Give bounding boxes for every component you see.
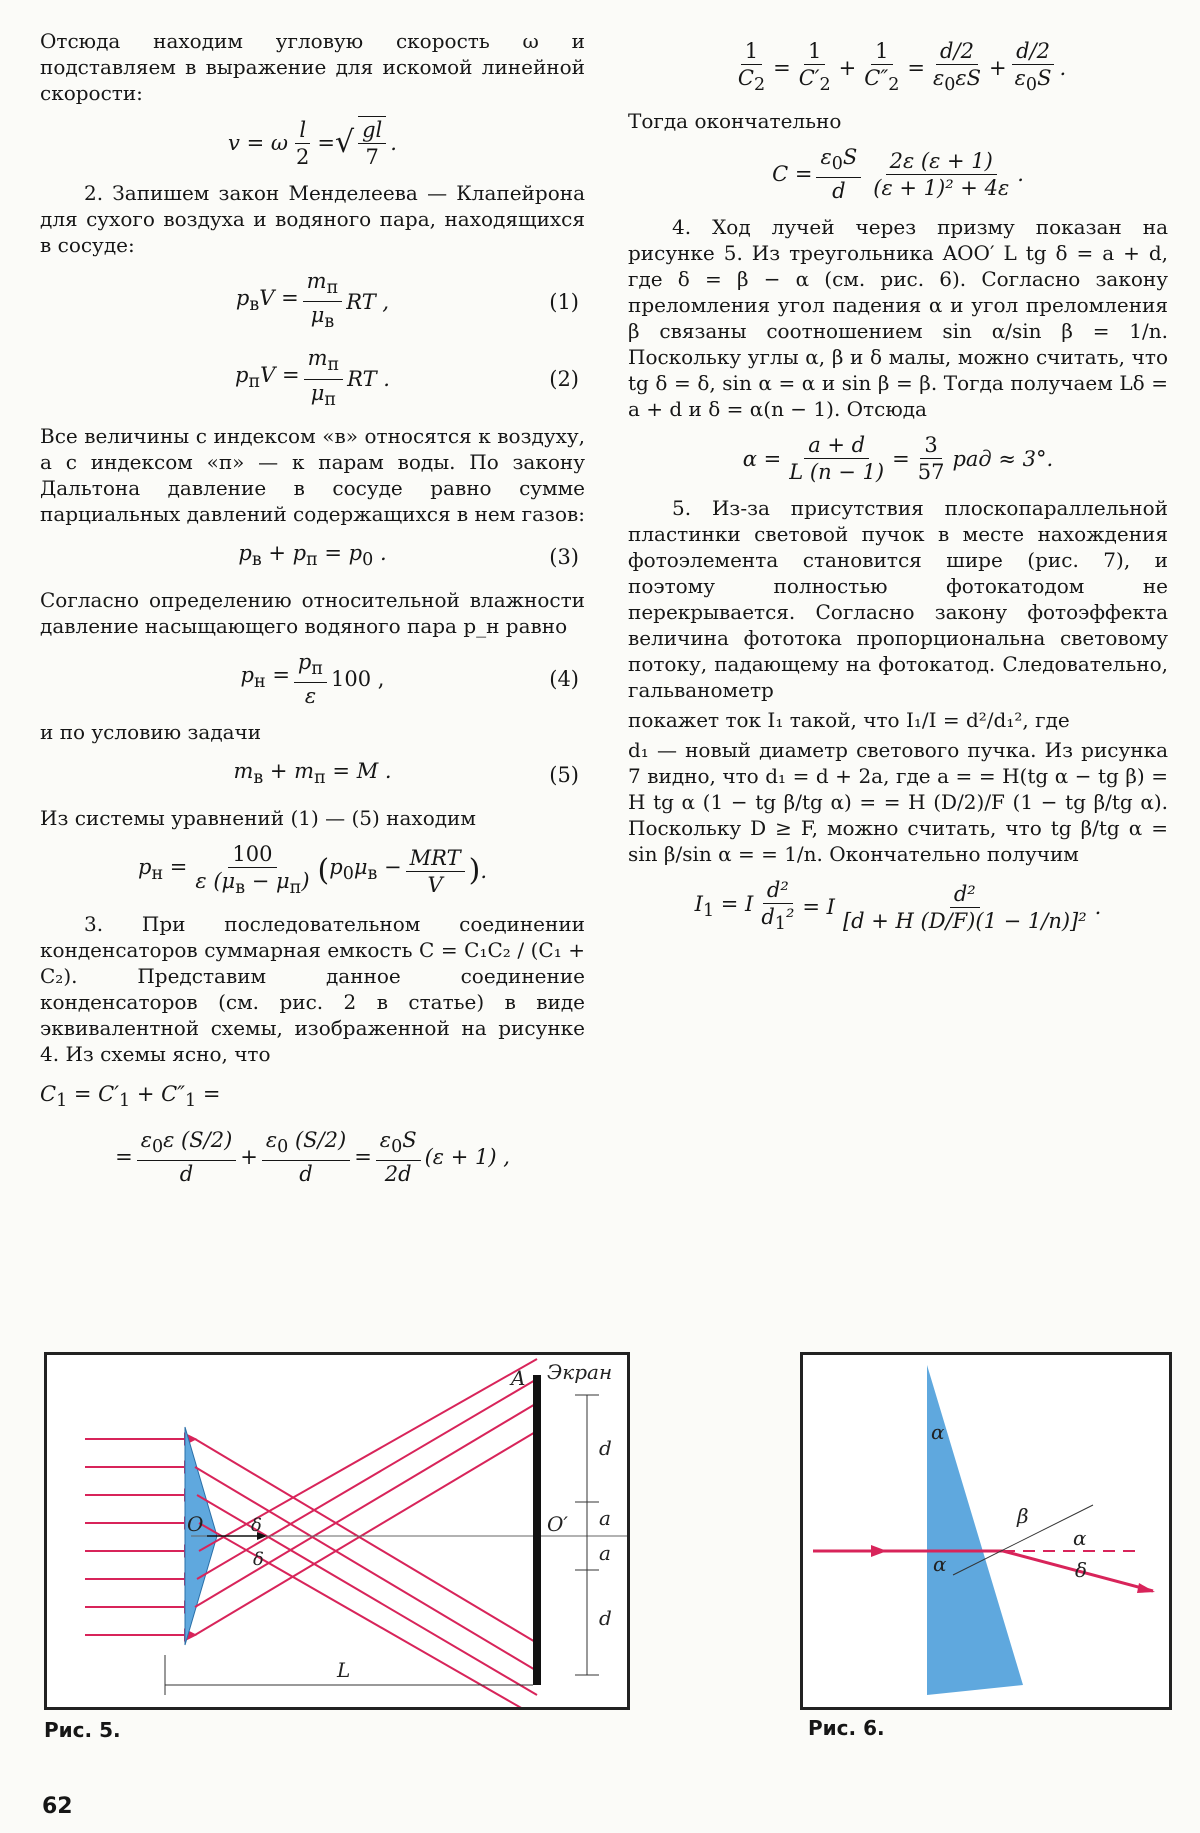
label-a-top: a: [599, 1506, 611, 1530]
equation-9: C = $\frac{\varepsilon_0S}{d}$ $\frac{2\varepsilon (\varepsilon + 1)}{\text{(ε + 1)² + 4ε}}$ .: [772, 145, 1024, 204]
label-delta-2: δ: [253, 1549, 264, 1570]
label-O-prime: O′: [547, 1512, 568, 1536]
figure-5-diagram: [47, 1355, 627, 1707]
figure-6-diagram: [803, 1355, 1169, 1707]
equation-6: $p_н$ = $\frac{100}{\varepsilon (\mu_в - \mu_п)}$ ( $p_0\mu_в$ − $\frac{\text{MRT}}{V}$ ) .: [137, 841, 487, 899]
equation-7b: = $\frac{\varepsilon_0\varepsilon (S/2)}{d}$ + $\frac{\varepsilon_0 (S/2)}{d}$ = $\frac{\varepsilon_0S}{2d}$ (ε + 1) ,: [115, 1128, 510, 1187]
equation-4-number: (4): [549, 666, 579, 691]
paragraph-task-5: 5. Из-за присутствия плоскопараллельной пластинки световой пучок в месте нахождения фотоэлемента становится шире (рис. 7), и поэтому полностью фотокатодом не перекрывается. Согласно закону фотоэффекта величина фототока пропорциональна световому потоку, падающему на фотокатод. Следовательно, гальванометр: [628, 496, 1168, 703]
figure-6-caption: Рис. 6.: [808, 1716, 885, 1740]
paragraph-condition: и по условию задачи: [40, 719, 262, 744]
paragraph-task-3: 3. При последовательном соединении конденсаторов суммарная емкость C = C₁C₂ / (C₁ + C₂). Представим данное соединение конденсаторов (см. рис. 2 в статье) в виде эквивалентной схемы, изображенной на рисунке 4. Из схемы ясно, что: [40, 912, 585, 1067]
label-beta: β: [1017, 1504, 1029, 1528]
equation-4: $p_н$ = $\frac{p_п}{\varepsilon}$ 100 , (4): [240, 649, 579, 708]
equation-5-number: (5): [549, 762, 579, 787]
incoming-rays: [85, 1434, 195, 1640]
wedge-plate: [927, 1365, 1023, 1695]
equation-2-number: (2): [549, 367, 579, 392]
equation-1: $p_вV$ = $\frac{m_п}{\mu_в}$ RT , (1): [235, 269, 579, 333]
left-column: [40, 28, 585, 1197]
equation-velocity: v = ω $\frac{l}{2}$ = √ $\frac{gl}{7}$ .: [228, 117, 397, 169]
figure-6: [800, 1352, 1172, 1710]
page-number: 62: [42, 1794, 73, 1819]
label-L: L: [337, 1658, 351, 1682]
label-delta: δ: [1075, 1558, 1088, 1582]
equation-3-number: (3): [549, 544, 579, 569]
paragraph-system: Из системы уравнений (1) — (5) находим: [40, 805, 476, 830]
label-A: A: [511, 1366, 526, 1390]
label-alpha-top: α: [931, 1420, 945, 1444]
equation-10: α = $\frac{a + d}{L (n - 1)}$ = $\frac{3}{57}$ рад ≈ 3°.: [742, 433, 1054, 485]
deflected-rays: [195, 1359, 537, 1707]
paragraph-diameter: d₁ — новый диаметр светового пучка. Из рисунка 7 видно, что d₁ = d + 2a, где a = = H(tg α − tg β) = H tg α (1 − tg β/tg α) = = H (D/2)/F (1 − tg β/tg α). Поскольку D ≥ F, можно считать, что tg β/tg α = sin β/sin α = = 1/n. Окончательно получим: [628, 738, 1168, 867]
paragraph-task-4: 4. Ход лучей через призму показан на рисунке 5. Из треугольника AOO′ L tg δ = a + d, где δ = β − α (см. рис. 6). Согласно закону преломления угол падения α и угол преломления β связаны соотношением sin α/sin β = 1/n. Поскольку углы α, β и δ малы, можно считать, что tg δ = δ, sin α = α и sin β = β. Тогда получаем Lδ = a + d и δ = α(n − 1). Отсюда: [628, 215, 1168, 422]
equation-5: $m_в + m_п = M$ . (5): [233, 759, 579, 789]
right-column: [628, 28, 1168, 948]
equation-7a: $C_1 = C'_1 + C''_1$ =: [40, 1081, 221, 1111]
paragraph-humidity: Согласно определению относительной влажности давление насыщающего водяного пара p_н равно: [40, 587, 585, 638]
paragraph-finally: Тогда окончательно: [628, 109, 842, 134]
equation-8: $\frac{1}{C_2}$ = $\frac{1}{C'_2}$ + $\frac{1}{C''_2}$ = $\frac{d/2}{\varepsilon_0\varepsilon S}$ + $\frac{d/2}{\varepsilon_0S}$ .: [737, 39, 1067, 96]
figure-5-caption: Рис. 5.: [44, 1718, 121, 1742]
paragraph-velocity: Отсюда находим угловую скорость ω и подставляем в выражение для искомой линейной скорости:: [40, 29, 585, 105]
label-alpha-inside: α: [933, 1552, 947, 1576]
label-a-bottom: a: [599, 1541, 611, 1565]
figure-5: [44, 1352, 630, 1710]
paragraph-task-2: 2. Запишем закон Менделеева — Клапейрона для сухого воздуха и водяного пара, находящихся в сосуде:: [40, 181, 585, 257]
screen-bar: [533, 1375, 541, 1685]
paragraph-dalton: Все величины с индексом «в» относятся к воздуху, а с индексом «п» — к парам воды. По закону Дальтона давление в сосуде равно сумме парциальных давлений содержащихся в нем газов:: [40, 423, 585, 526]
label-d-bottom: d: [599, 1606, 612, 1630]
label-alpha-out: α: [1073, 1526, 1087, 1550]
label-screen: Экран: [547, 1360, 613, 1384]
label-d-top: d: [599, 1436, 612, 1460]
equation-11: $I_1 = I$ $\frac{\text{d²}}{d_1^2}$ = I $\frac{\text{d²}}{\text{[d + H (D/F)(1 − 1/n)]²}}$ .: [694, 878, 1102, 935]
equation-3: $p_в + p_п = p_0$ . (3): [238, 541, 579, 571]
equation-1-number: (1): [549, 289, 579, 314]
label-delta-1: δ: [251, 1515, 262, 1536]
label-O: O: [187, 1512, 204, 1536]
paragraph-current: покажет ток I₁ такой, что I₁/I = d²/d₁², где: [628, 708, 1070, 733]
equation-2: $p_пV$ = $\frac{m_п}{\mu_п}$ RT . (2): [235, 346, 579, 410]
